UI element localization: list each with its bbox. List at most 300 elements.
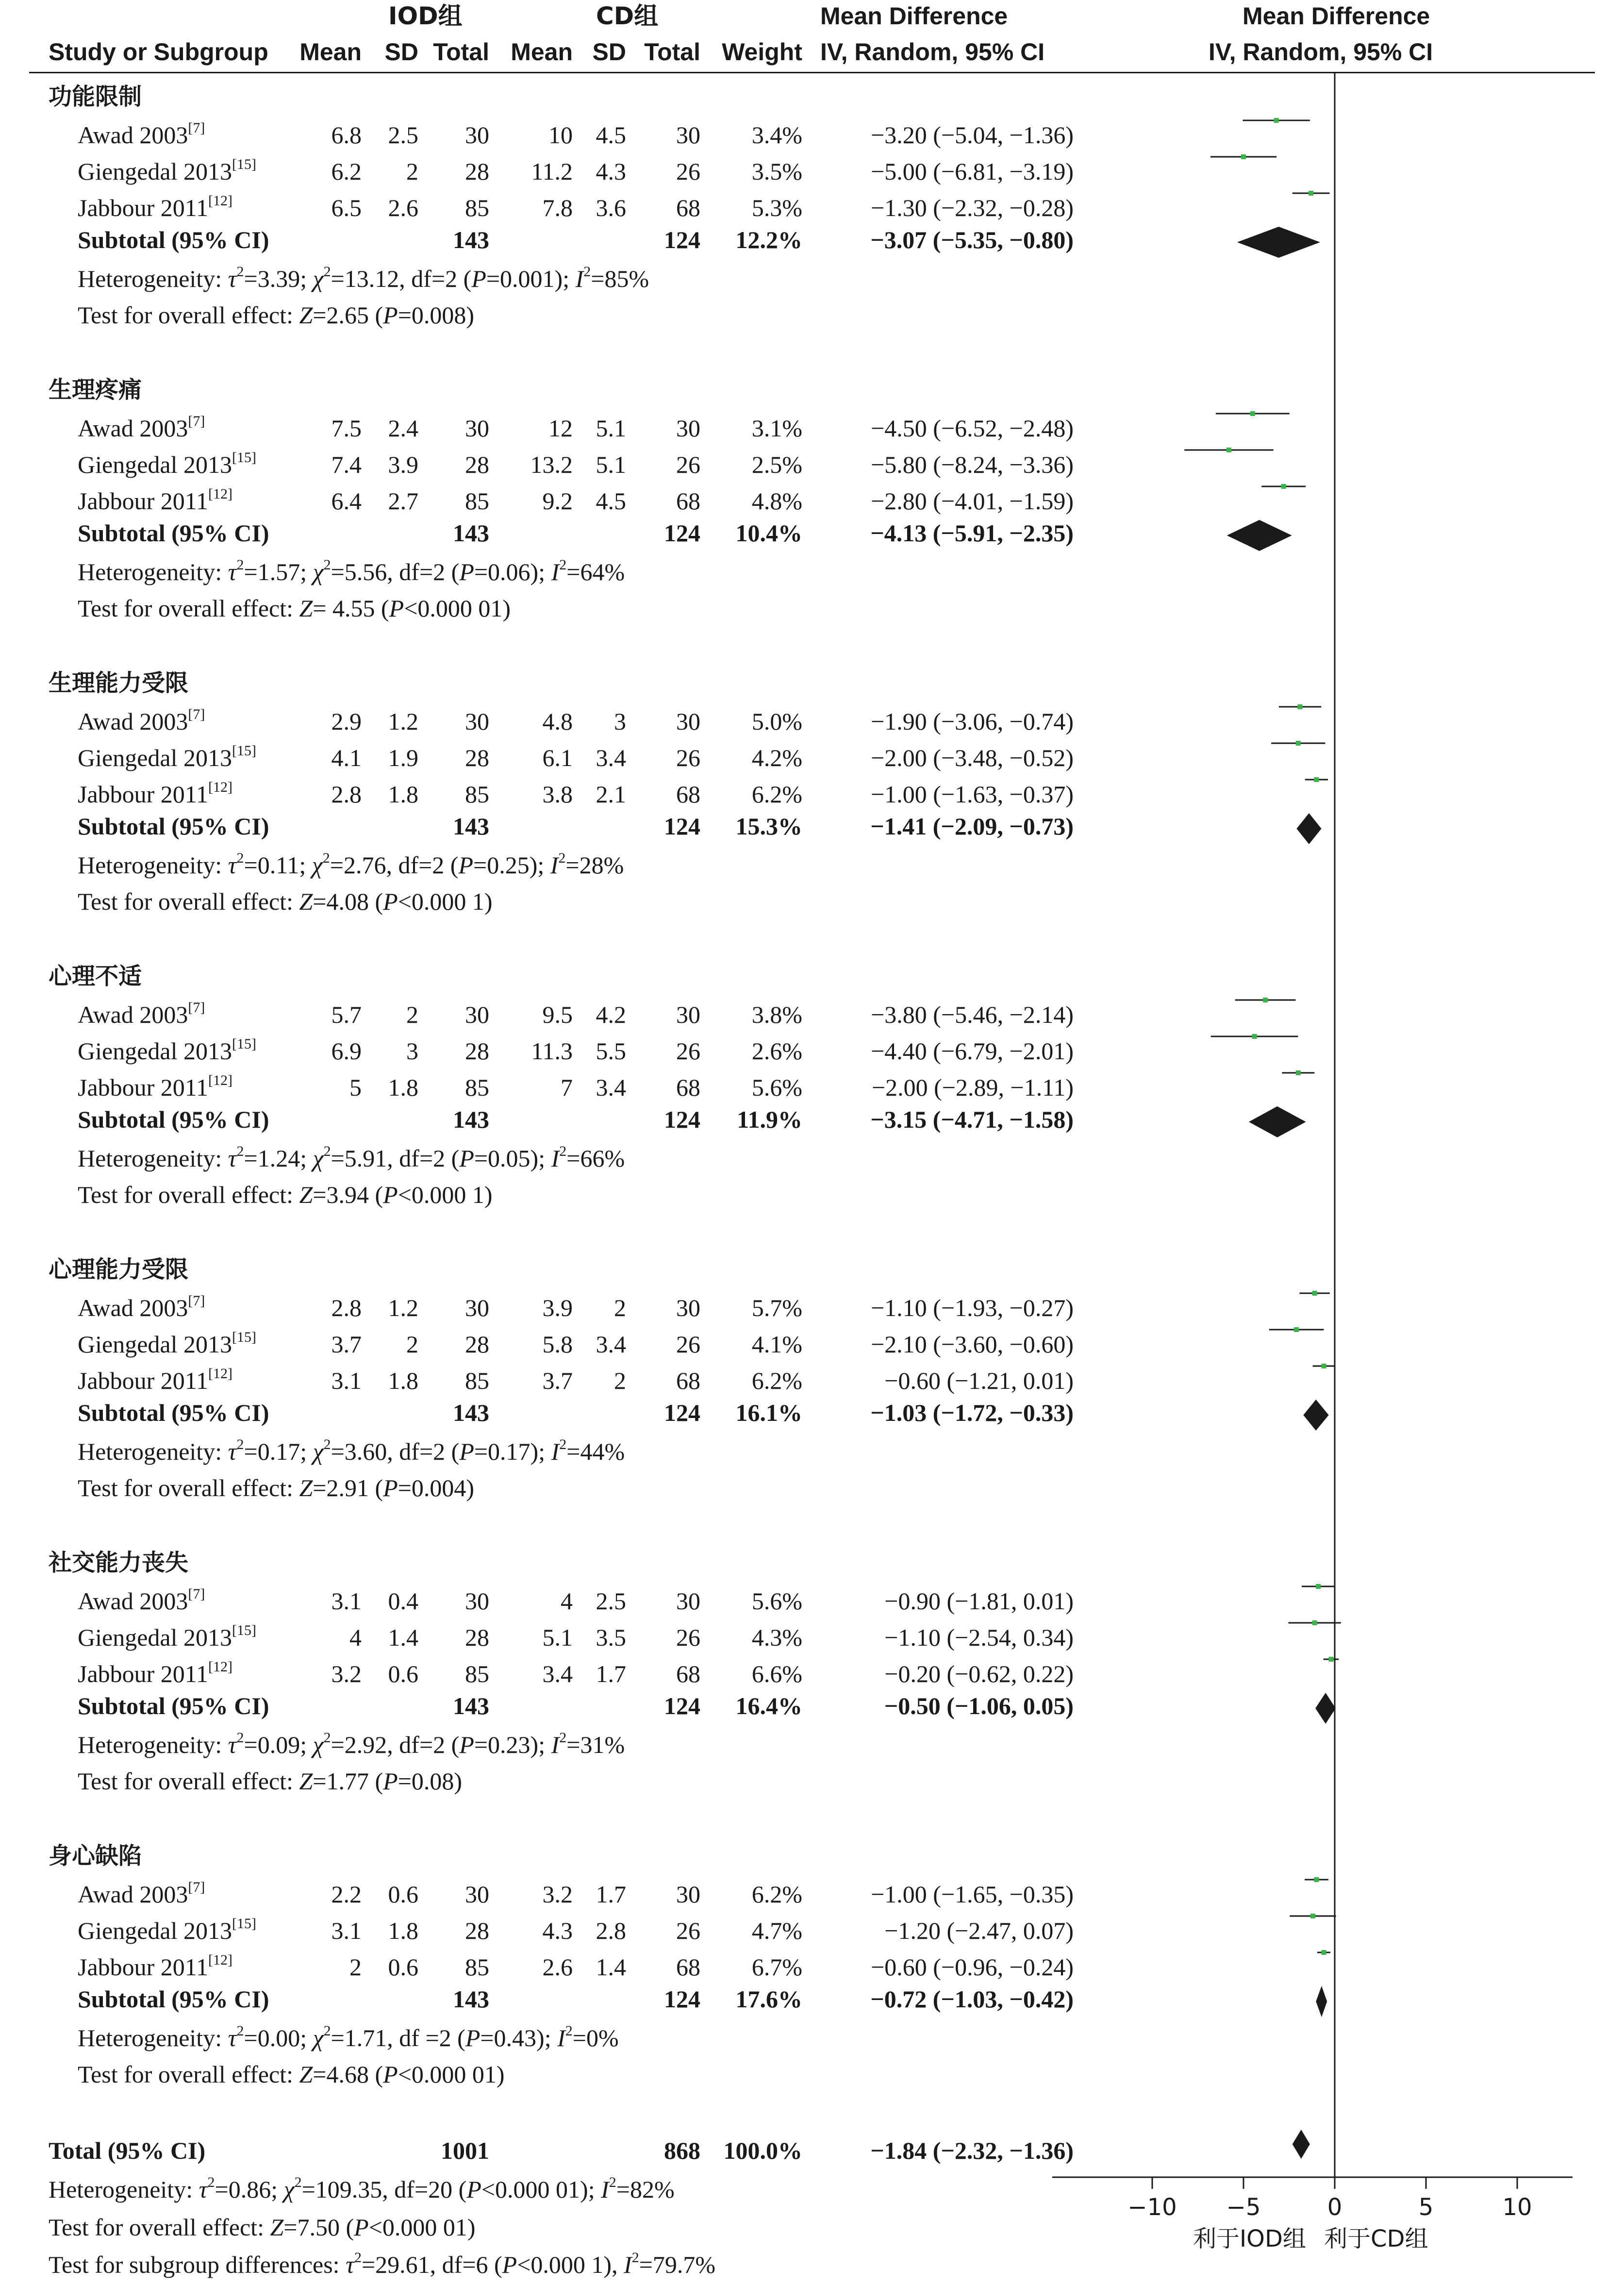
- study-total-2: 68: [676, 194, 700, 221]
- het-p: P: [466, 2176, 481, 2203]
- het-chi: χ: [313, 558, 324, 585]
- study-mean-2: 13.2: [530, 451, 573, 478]
- study-mean-1: 3.7: [331, 1331, 362, 1358]
- subtotal-diamond: [1296, 813, 1321, 844]
- study-mean-2: 9.2: [542, 487, 573, 515]
- study-total-1: 28: [465, 1624, 489, 1651]
- overall-p-value: <0.000 01): [368, 2214, 476, 2241]
- study-reference: [12]: [208, 1659, 232, 1675]
- overall-z-value: =7.50 (: [283, 2214, 354, 2241]
- subtotal-label: Subtotal (95% CI): [78, 1106, 269, 1133]
- study-sd-1: 0.6: [388, 1881, 418, 1908]
- study-mean-2: 5.8: [542, 1331, 573, 1358]
- total-weight: 100.0%: [723, 2137, 802, 2164]
- study-weight: 5.7%: [751, 1294, 802, 1321]
- study-total-2: 30: [676, 1294, 700, 1321]
- het-chi: χ: [283, 2176, 295, 2203]
- study-reference: [7]: [188, 120, 205, 136]
- subtotal-label: Subtotal (95% CI): [78, 813, 269, 840]
- study-name: [78, 779, 232, 808]
- study-sd-1: 2: [406, 158, 418, 185]
- study-weight: 4.8%: [751, 487, 802, 515]
- study-total-2: 68: [676, 487, 700, 515]
- study-total-2: 26: [676, 1037, 700, 1065]
- het-chi: χ: [313, 1145, 324, 1172]
- study-mean-1: 3.2: [331, 1660, 362, 1687]
- study-total-2: 68: [676, 1953, 700, 1981]
- study-point: [1241, 154, 1246, 159]
- study-total-1: 28: [465, 744, 489, 771]
- study-total-1: 85: [465, 487, 489, 515]
- diff-p: P: [502, 2251, 517, 2278]
- study-name-text: Awad 2003: [78, 1294, 188, 1321]
- subtotal-label: Subtotal (95% CI): [78, 1692, 269, 1719]
- subgroup-differences: Test for subgroup differences: $\tau^2=29.61$, df=6 (P<0.000 1), $I^2=79.7\%$: [49, 2250, 716, 2278]
- study-weight: 6.2%: [751, 1367, 802, 1394]
- study-weight: 5.6%: [751, 1074, 802, 1101]
- study-sd-1: 1.8: [388, 781, 418, 808]
- overall-p-value: <0.000 1): [398, 1181, 493, 1208]
- overall-prefix: Test for overall effect:: [78, 595, 299, 622]
- study-point: [1312, 1620, 1317, 1625]
- subtotal-diamond: [1227, 520, 1292, 551]
- overall-prefix: Test for overall effect:: [78, 301, 299, 329]
- study-reference: [7]: [188, 1586, 205, 1602]
- study-mean-2: 2.6: [542, 1953, 573, 1981]
- study-sd-1: 1.4: [388, 1624, 418, 1651]
- study-total-2: 26: [676, 451, 700, 478]
- overall-p: P: [383, 1767, 398, 1795]
- study-name: [78, 413, 205, 442]
- het-i2-value: =28%: [565, 851, 624, 879]
- study-total-2: 30: [676, 415, 700, 442]
- subtotal-total-1: 143: [453, 1985, 489, 2013]
- study-name: [78, 120, 205, 149]
- study-name: [78, 1952, 232, 1981]
- overall-z-value: =1.77 (: [313, 1767, 383, 1795]
- study-sd-1: 2: [406, 1001, 418, 1028]
- het-prefix: Heterogeneity:: [78, 2024, 228, 2051]
- study-name-text: Giengedal 2013: [78, 451, 232, 478]
- study-ci-text: −1.90 (−3.06, −0.74): [871, 708, 1074, 735]
- het-chi2-value: =3.60, df=2 (: [331, 1438, 460, 1465]
- het-i2-value: =31%: [566, 1731, 625, 1758]
- study-point: [1296, 1070, 1301, 1075]
- study-mean-1: 2: [349, 1953, 362, 1981]
- overall-z: Z: [299, 301, 313, 329]
- overall-z-value: = 4.55 (: [313, 595, 389, 622]
- het-tau2-value: =0.11;: [244, 851, 312, 879]
- study-total-1: 28: [465, 1037, 489, 1065]
- study-mean-2: 3.7: [542, 1367, 573, 1394]
- het-p-value: =0.001);: [486, 265, 576, 292]
- study-total-2: 68: [676, 1660, 700, 1687]
- study-name: [78, 1879, 205, 1908]
- study-weight: 6.2%: [751, 781, 802, 808]
- subtotal-overall-effect: [78, 889, 493, 914]
- study-name-text: Jabbour 2011: [78, 781, 208, 808]
- study-mean-2: 4.8: [542, 708, 573, 735]
- study-point: [1252, 1034, 1257, 1039]
- study-total-2: 26: [676, 1917, 700, 1944]
- study-reference: [15]: [232, 1622, 256, 1638]
- study-total-1: 28: [465, 451, 489, 478]
- study-point: [1309, 191, 1313, 196]
- study-mean-2: 4: [561, 1587, 573, 1615]
- het-p: P: [458, 851, 473, 879]
- study-ci-text: −2.00 (−3.48, −0.52): [871, 744, 1074, 771]
- study-ci-text: −3.80 (−5.46, −2.14): [871, 1001, 1074, 1028]
- study-sd-2: 3.4: [596, 1074, 626, 1101]
- study-ci-text: −4.40 (−6.79, −2.01): [871, 1037, 1074, 1065]
- overall-p-value: =0.008): [398, 301, 475, 329]
- study-sd-2: 3.4: [596, 744, 626, 771]
- het-chi: χ: [312, 851, 323, 879]
- study-mean-2: 3.4: [542, 1660, 573, 1687]
- het-i: I: [551, 1731, 560, 1758]
- subtotal-label: Subtotal (95% CI): [78, 1985, 269, 2013]
- study-sd-2: 3.6: [596, 194, 626, 221]
- study-reference: [15]: [232, 743, 256, 759]
- header-plot-sub: IV, Random, 95% CI: [1209, 38, 1433, 66]
- subtotal-weight: 16.4%: [735, 1692, 802, 1719]
- study-name-text: Jabbour 2011: [78, 194, 208, 221]
- study-mean-2: 3.2: [542, 1881, 573, 1908]
- subtotal-diamond: [1303, 1400, 1328, 1431]
- diff-prefix: Test for subgroup differences:: [49, 2251, 346, 2278]
- header-sd-1: SD: [384, 38, 418, 66]
- study-total-2: 26: [676, 1624, 700, 1651]
- het-p: P: [471, 265, 486, 292]
- het-p-value: =0.23);: [474, 1731, 551, 1758]
- het-tau2-value: =0.86;: [215, 2176, 284, 2203]
- subtotal-diamond: [1316, 1986, 1327, 2017]
- het-prefix: Heterogeneity:: [78, 1438, 228, 1465]
- overall-z-value: =2.65 (: [313, 301, 383, 329]
- study-total-1: 28: [465, 1331, 489, 1358]
- het-prefix: Heterogeneity:: [49, 2176, 199, 2203]
- total-heterogeneity: Heterogeneity: $\tau^2=0.86$; $\chi^2=109.35$, df=20 (P<0.000 01); $I^2=82\%$: [49, 2174, 675, 2203]
- header-md-sub: IV, Random, 95% CI: [820, 38, 1045, 66]
- study-reference: [12]: [208, 193, 232, 209]
- study-sd-1: 1.8: [388, 1917, 418, 1944]
- subtotal-overall-effect: [78, 1183, 493, 1207]
- subtotal-total-1: 143: [453, 1106, 489, 1133]
- study-total-2: 26: [676, 158, 700, 185]
- study-mean-1: 2.2: [331, 1881, 362, 1908]
- header-sd-2: SD: [592, 38, 626, 66]
- het-tau: τ: [228, 1438, 237, 1465]
- study-point: [1314, 777, 1319, 782]
- subtotal-ci-text: −0.50 (−1.06, 0.05): [884, 1692, 1074, 1719]
- subtotal-total-2: 124: [664, 1692, 700, 1719]
- study-ci-text: −1.30 (−2.32, −0.28): [871, 194, 1074, 221]
- overall-p: P: [389, 595, 404, 622]
- overall-p: P: [383, 301, 398, 329]
- het-i: I: [601, 2176, 609, 2203]
- total-diamond: [1293, 2130, 1310, 2159]
- study-name: [78, 1586, 205, 1615]
- study-mean-2: 10: [548, 121, 573, 149]
- subtotal-ci-text: −1.03 (−1.72, −0.33): [870, 1399, 1074, 1426]
- study-sd-1: 0.6: [388, 1953, 418, 1981]
- study-sd-2: 5.5: [596, 1037, 626, 1065]
- study-reference: [12]: [208, 486, 232, 502]
- study-point: [1263, 998, 1268, 1002]
- study-name: [78, 706, 205, 735]
- het-p-value: =0.25);: [473, 851, 550, 879]
- overall-z-value: =2.91 (: [313, 1474, 383, 1501]
- subtotal-diamond: [1249, 1106, 1306, 1137]
- subtotal-ci-text: −4.13 (−5.91, −2.35): [870, 519, 1074, 547]
- overall-p: P: [383, 1474, 398, 1501]
- subgroup-title: 功能限制: [49, 83, 142, 110]
- het-chi: χ: [313, 265, 324, 292]
- total-label: Total (95% CI): [49, 2137, 206, 2164]
- study-weight: 4.1%: [751, 1331, 802, 1358]
- het-tau: τ: [228, 2024, 237, 2051]
- het-tau: τ: [199, 2176, 208, 2203]
- study-reference: [15]: [232, 1329, 256, 1345]
- het-p-value: =0.06);: [474, 558, 551, 585]
- het-p: P: [459, 558, 474, 585]
- study-sd-2: 3: [614, 708, 626, 735]
- het-tau2-value: =1.57;: [244, 558, 313, 585]
- study-reference: [15]: [232, 1036, 256, 1052]
- x-axis-tick-label: 0: [1327, 2194, 1342, 2221]
- study-total-2: 68: [676, 1367, 700, 1394]
- subtotal-total-2: 124: [664, 813, 700, 840]
- study-total-1: 85: [465, 781, 489, 808]
- study-weight: 5.0%: [751, 708, 802, 735]
- overall-p-value: <0.000 01): [404, 595, 511, 622]
- het-i2-value: =0%: [572, 2024, 619, 2051]
- study-sd-1: 1.8: [388, 1074, 418, 1101]
- study-ci-text: −0.90 (−1.81, 0.01): [884, 1587, 1074, 1615]
- overall-z: Z: [299, 1767, 313, 1795]
- study-point: [1312, 1291, 1317, 1296]
- subtotal-label: Subtotal (95% CI): [78, 1399, 269, 1426]
- study-name: [78, 1002, 205, 1027]
- study-mean-1: 6.4: [331, 487, 362, 515]
- study-reference: [12]: [208, 1952, 232, 1968]
- overall-z-value: =3.94 (: [313, 1181, 383, 1208]
- study-sd-1: 0.4: [388, 1587, 418, 1615]
- study-ci-text: −1.20 (−2.47, 0.07): [884, 1917, 1074, 1944]
- study-total-2: 30: [676, 708, 700, 735]
- header-group2: CD组: [596, 2, 659, 30]
- study-sd-2: 4.2: [596, 1001, 626, 1028]
- header-md-title: Mean Difference: [820, 2, 1008, 30]
- study-total-1: 28: [465, 158, 489, 185]
- study-mean-2: 12: [548, 415, 573, 442]
- study-point: [1316, 1584, 1321, 1589]
- overall-p: P: [383, 1181, 398, 1208]
- study-mean-2: 4.3: [542, 1917, 573, 1944]
- het-chi: χ: [313, 1438, 324, 1465]
- subtotal-heterogeneity: Heterogeneity: $\tau^2=1.24$; $\chi^2=5.91$, df=2 (P=0.05); $I^2=66\%$: [78, 1143, 625, 1172]
- study-mean-1: 7.4: [331, 451, 362, 478]
- het-i: I: [551, 1438, 560, 1465]
- study-name-text: Giengedal 2013: [78, 1037, 232, 1065]
- subgroup-title: 身心缺陷: [49, 1842, 142, 1869]
- het-prefix: Heterogeneity:: [78, 1731, 228, 1758]
- study-name-text: Awad 2003: [78, 121, 188, 149]
- study-reference: [7]: [188, 1879, 205, 1895]
- subtotal-total-1: 143: [453, 1399, 489, 1426]
- overall-p-value: =0.004): [398, 1474, 475, 1501]
- study-sd-1: 2.7: [388, 487, 418, 515]
- study-name-text: Jabbour 2011: [78, 1660, 208, 1687]
- study-weight: 5.3%: [751, 194, 802, 221]
- overall-p-value: <0.000 1): [398, 888, 493, 915]
- favours-right-label: 利于CD组: [1324, 2225, 1428, 2252]
- subgroup-title: 心理不适: [49, 963, 142, 990]
- overall-prefix: Test for overall effect:: [78, 1181, 299, 1208]
- overall-prefix: Test for overall effect:: [78, 1474, 299, 1501]
- study-sd-1: 2.4: [388, 415, 418, 442]
- study-mean-2: 5.1: [542, 1624, 573, 1651]
- study-name: [78, 1659, 232, 1687]
- study-name-text: Jabbour 2011: [78, 1367, 208, 1394]
- study-ci-text: −2.00 (−2.89, −1.11): [871, 1074, 1074, 1101]
- subtotal-heterogeneity: Heterogeneity: $\tau^2=0.17$; $\chi^2=3.60$, df=2 (P=0.17); $I^2=44\%$: [78, 1436, 625, 1465]
- study-point: [1314, 1877, 1319, 1882]
- overall-prefix: Test for overall effect:: [78, 888, 299, 915]
- study-total-1: 30: [465, 1294, 489, 1321]
- study-name-text: Giengedal 2013: [78, 1624, 232, 1651]
- study-sd-1: 3: [406, 1037, 418, 1065]
- diff-tau2-value: =29.61, df=6 (: [361, 2251, 502, 2278]
- study-reference: [7]: [188, 1000, 205, 1016]
- study-name: [78, 743, 256, 771]
- study-sd-1: 2.5: [388, 121, 418, 149]
- het-chi2-value: =2.76, df=2 (: [330, 851, 459, 879]
- subtotal-total-2: 124: [664, 519, 700, 547]
- study-total-1: 28: [465, 1917, 489, 1944]
- study-weight: 3.1%: [751, 415, 802, 442]
- subtotal-overall-effect: [78, 1476, 474, 1500]
- x-axis-tick-label: 5: [1418, 2194, 1434, 2221]
- study-point: [1294, 1327, 1299, 1332]
- subtotal-weight: 10.4%: [735, 519, 802, 547]
- study-weight: 2.5%: [751, 451, 802, 478]
- study-mean-1: 3.1: [331, 1917, 362, 1944]
- diff-tau: τ: [346, 2251, 354, 2278]
- subgroup-title: 生理能力受限: [49, 669, 189, 697]
- header-total-1: Total: [433, 38, 489, 66]
- study-name: [78, 193, 232, 221]
- study-point: [1281, 484, 1286, 489]
- subtotal-total-1: 143: [453, 519, 489, 547]
- het-p: P: [459, 1438, 474, 1465]
- subtotal-weight: 16.1%: [735, 1399, 802, 1426]
- study-ci-text: −2.80 (−4.01, −1.59): [871, 487, 1074, 515]
- study-total-1: 30: [465, 708, 489, 735]
- study-weight: 3.4%: [751, 121, 802, 149]
- study-name-text: Giengedal 2013: [78, 158, 232, 185]
- total-total-1: 1001: [441, 2137, 489, 2164]
- het-p: P: [465, 2024, 481, 2051]
- het-tau2-value: =0.00;: [244, 2024, 313, 2051]
- subtotal-heterogeneity: Heterogeneity: $\tau^2=0.11$; $\chi^2=2.76$, df=2 (P=0.25); $I^2=28\%$: [78, 850, 624, 879]
- study-sd-2: 4.5: [596, 487, 626, 515]
- study-ci-text: −1.00 (−1.63, −0.37): [871, 781, 1074, 808]
- study-ci-text: −4.50 (−6.52, −2.48): [871, 415, 1074, 442]
- study-name-text: Awad 2003: [78, 708, 188, 735]
- study-point: [1321, 1364, 1326, 1368]
- study-point: [1310, 1914, 1315, 1918]
- header-mean-2: Mean: [511, 38, 573, 66]
- subtotal-overall-effect: [78, 303, 474, 327]
- het-chi: χ: [313, 1731, 324, 1758]
- subtotal-weight: 15.3%: [735, 813, 802, 840]
- subgroup-title: 心理能力受限: [49, 1256, 189, 1283]
- study-name: [78, 1622, 256, 1651]
- study-point: [1296, 741, 1301, 746]
- diff-i: I: [624, 2251, 632, 2278]
- overall-z: Z: [299, 1474, 313, 1501]
- study-sd-1: 1.9: [388, 744, 418, 771]
- subtotal-total-1: 143: [453, 226, 489, 253]
- study-point: [1321, 1950, 1326, 1955]
- study-weight: 6.2%: [751, 1881, 802, 1908]
- study-name-text: Jabbour 2011: [78, 1953, 208, 1981]
- overall-z: Z: [299, 888, 313, 915]
- study-name: [78, 156, 256, 185]
- subtotal-label: Subtotal (95% CI): [78, 226, 269, 253]
- overall-z: Z: [270, 2214, 284, 2241]
- study-mean-2: 6.1: [542, 744, 573, 771]
- study-total-1: 30: [465, 1881, 489, 1908]
- study-mean-2: 3.9: [542, 1294, 573, 1321]
- study-total-1: 85: [465, 1953, 489, 1981]
- study-total-2: 30: [676, 121, 700, 149]
- subtotal-total-2: 124: [664, 1399, 700, 1426]
- study-total-1: 85: [465, 1367, 489, 1394]
- header-plot-title: Mean Difference: [1243, 2, 1430, 30]
- overall-prefix: Test for overall effect:: [78, 1767, 299, 1795]
- study-reference: [12]: [208, 1366, 232, 1382]
- total-total-2: 868: [664, 2137, 700, 2164]
- study-name-text: Awad 2003: [78, 415, 188, 442]
- overall-p-value: =0.08): [398, 1767, 463, 1795]
- het-tau2-value: =3.39;: [244, 265, 313, 292]
- study-weight: 6.6%: [751, 1660, 802, 1687]
- subtotal-overall-effect: [78, 596, 511, 620]
- study-reference: [15]: [232, 1916, 256, 1932]
- study-mean-2: 7.8: [542, 194, 573, 221]
- study-mean-1: 2.8: [331, 781, 362, 808]
- study-total-1: 30: [465, 1587, 489, 1615]
- het-chi2-value: =13.12, df=2 (: [331, 265, 472, 292]
- het-p: P: [459, 1145, 474, 1172]
- study-sd-2: 3.5: [596, 1624, 626, 1651]
- study-total-2: 30: [676, 1001, 700, 1028]
- subtotal-heterogeneity: Heterogeneity: $\tau^2=1.57$; $\chi^2=5.56$, df=2 (P=0.06); $I^2=64\%$: [78, 557, 625, 585]
- study-sd-2: 4.3: [596, 158, 626, 185]
- study-name: [78, 1072, 232, 1101]
- study-name-text: Giengedal 2013: [78, 1917, 232, 1944]
- study-sd-1: 1.2: [388, 1294, 418, 1321]
- het-chi2-value: =109.35, df=20 (: [301, 2176, 467, 2203]
- subtotal-heterogeneity: Heterogeneity: $\tau^2=0.09$; $\chi^2=2.92$, df=2 (P=0.23); $I^2=31\%$: [78, 1730, 625, 1758]
- het-chi2-value: =5.56, df=2 (: [331, 558, 460, 585]
- het-prefix: Heterogeneity:: [78, 851, 228, 879]
- study-ci-text: −1.10 (−2.54, 0.34): [884, 1624, 1074, 1651]
- het-i: I: [557, 2024, 565, 2051]
- study-sd-2: 1.7: [596, 1660, 626, 1687]
